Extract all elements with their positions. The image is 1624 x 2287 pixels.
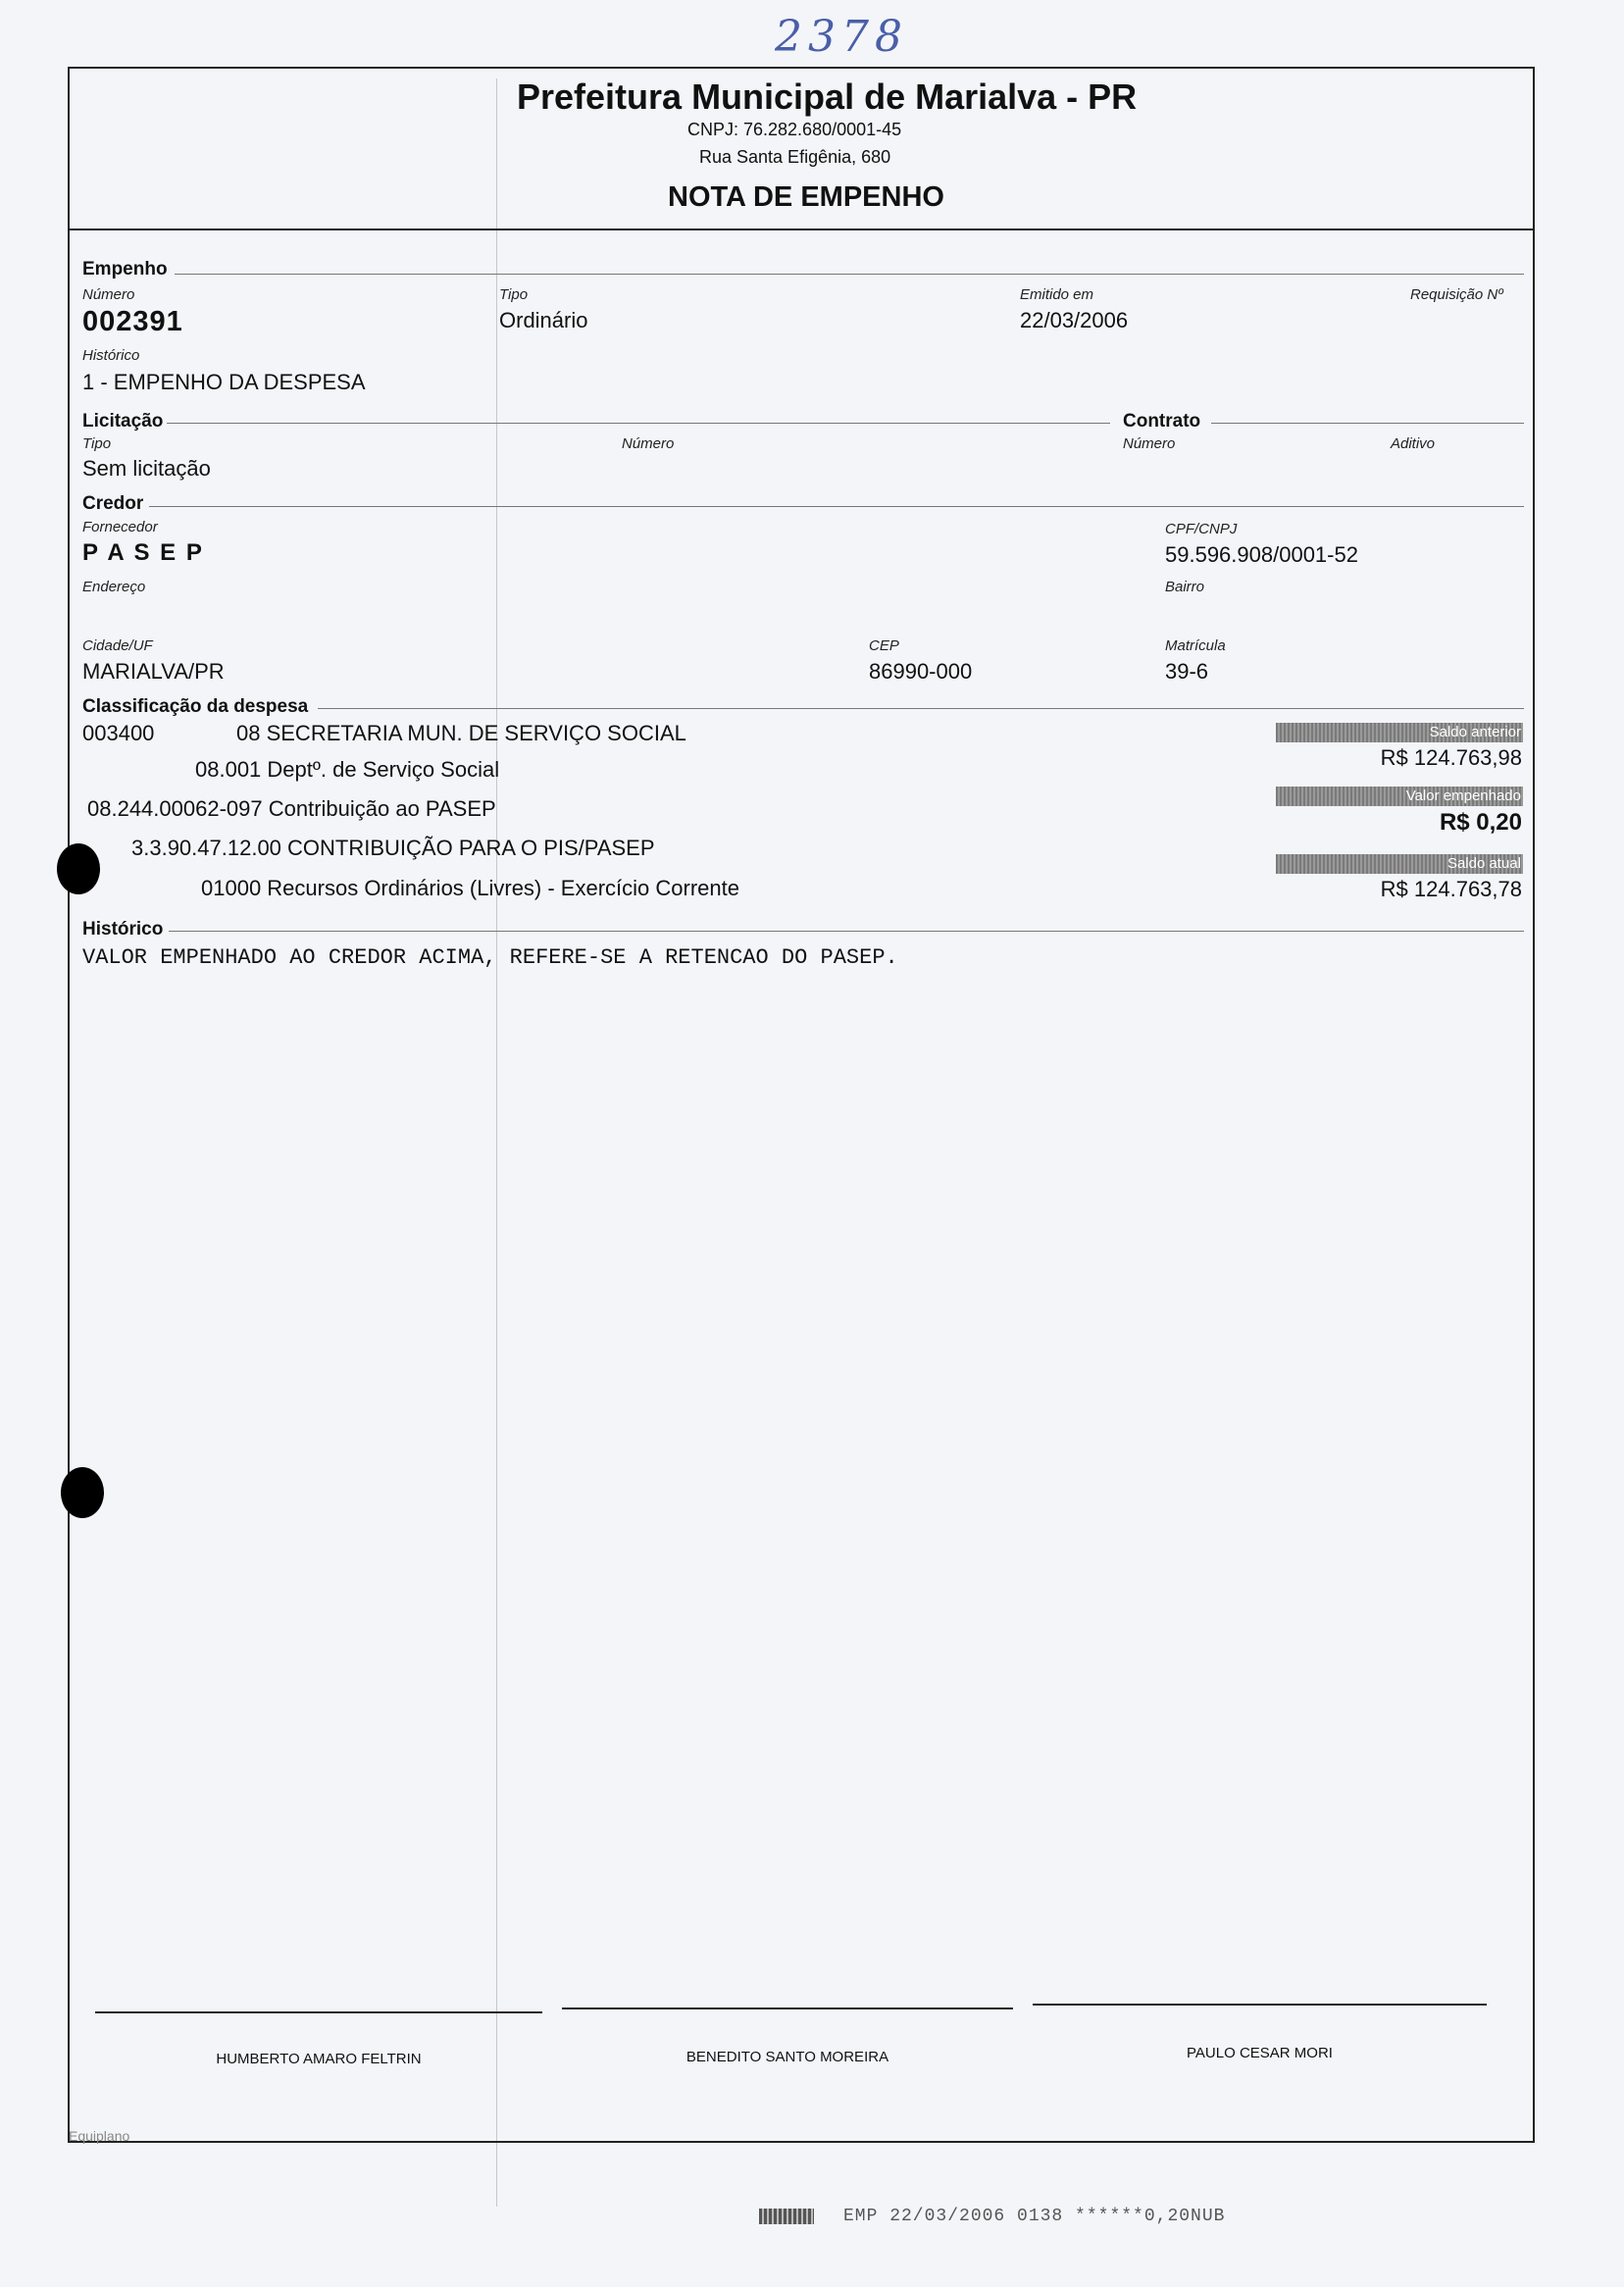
signature-name-1: HUMBERTO AMARO FELTRIN [216, 2051, 422, 2067]
credor-fornecedor: P A S E P [82, 539, 204, 566]
licitacao-tipo: Sem licitação [82, 456, 211, 481]
classif-elemento: 3.3.90.47.12.00 CONTRIBUIÇÃO PARA O PIS/PASEP [131, 836, 655, 860]
classif-funcional: 08.244.00062-097 Contribuição ao PASEP [87, 796, 496, 821]
empenho-numero: 002391 [82, 306, 183, 337]
punch-hole [57, 843, 100, 894]
label-contrato-numero: Número [1123, 435, 1176, 452]
label-contrato-aditivo: Aditivo [1391, 435, 1436, 452]
empenho-historico: 1 - EMPENHO DA DESPESA [82, 370, 366, 394]
org-title: Prefeitura Municipal de Marialva - PR [517, 76, 1138, 117]
signature-line [95, 2011, 542, 2013]
label-fornecedor: Fornecedor [82, 519, 158, 535]
org-cnpj: CNPJ: 76.282.680/0001-45 [687, 120, 902, 139]
section-rule [1211, 423, 1524, 424]
handwritten-page-number: 2378 [775, 12, 908, 62]
label-matricula: Matrícula [1165, 637, 1226, 654]
credor-cidade: MARIALVA/PR [82, 659, 225, 684]
label-emitido: Emitido em [1020, 286, 1094, 303]
label-cep: CEP [869, 637, 899, 654]
empenho-emitido: 22/03/2006 [1020, 308, 1129, 332]
section-credor: Credor [82, 493, 144, 514]
classif-unidade: 08.001 Deptº. de Serviço Social [195, 757, 500, 782]
section-rule [167, 423, 1110, 424]
valor-empenhado-label: Valor empenhado [1276, 787, 1523, 806]
section-licitacao: Licitação [82, 411, 164, 432]
classif-orgao: 08 SECRETARIA MUN. DE SERVIÇO SOCIAL [236, 721, 686, 745]
signature-line [1033, 2004, 1487, 2006]
label-licitacao-tipo: Tipo [82, 435, 112, 452]
org-address: Rua Santa Efigênia, 680 [699, 147, 891, 167]
signature-line [562, 2007, 1013, 2009]
empenho-tipo: Ordinário [499, 308, 588, 332]
footer-brand: Equiplano [69, 2128, 130, 2144]
stamp-barcode [759, 2209, 814, 2224]
section-rule [175, 274, 1524, 275]
section-rule [169, 931, 1524, 932]
credor-matricula: 39-6 [1165, 659, 1209, 684]
label-bairro: Bairro [1165, 579, 1205, 595]
section-rule [149, 506, 1524, 507]
label-cpf-cnpj: CPF/CNPJ [1165, 521, 1238, 537]
credor-cpf-cnpj: 59.596.908/0001-52 [1165, 542, 1358, 567]
stamp-text: EMP 22/03/2006 0138 ******0,20NUB [843, 2207, 1226, 2226]
label-cidade: Cidade/UF [82, 637, 153, 654]
label-tipo: Tipo [499, 286, 529, 303]
credor-cep: 86990-000 [869, 659, 973, 684]
doc-title: NOTA DE EMPENHO [668, 181, 944, 213]
section-empenho: Empenho [82, 259, 168, 280]
header-divider [68, 229, 1535, 230]
signature-name-3: PAULO CESAR MORI [1187, 2045, 1333, 2061]
classif-recurso: 01000 Recursos Ordinários (Livres) - Exercício Corrente [201, 876, 739, 900]
label-numero: Número [82, 286, 135, 303]
saldo-atual-value: R$ 124.763,78 [1380, 877, 1522, 901]
historico-text: VALOR EMPENHADO AO CREDOR ACIMA, REFERE-SE A RETENCAO DO PASEP. [82, 945, 898, 970]
classif-orgao-code: 003400 [82, 721, 155, 745]
section-contrato: Contrato [1123, 411, 1201, 432]
section-rule [318, 708, 1524, 709]
label-historico: Histórico [82, 347, 140, 364]
valor-empenhado-value: R$ 0,20 [1439, 809, 1522, 836]
signature-name-2: BENEDITO SANTO MOREIRA [685, 2049, 889, 2065]
saldo-anterior-label: Saldo anterior [1276, 723, 1523, 742]
label-endereco: Endereço [82, 579, 146, 595]
saldo-atual-label: Saldo atual [1276, 854, 1523, 874]
label-licitacao-numero: Número [622, 435, 675, 452]
saldo-anterior-value: R$ 124.763,98 [1380, 745, 1522, 770]
section-historico: Histórico [82, 919, 164, 940]
punch-hole [61, 1467, 104, 1518]
label-requisicao: Requisição Nº [1410, 286, 1503, 303]
section-classificacao: Classificação da despesa [82, 696, 309, 717]
